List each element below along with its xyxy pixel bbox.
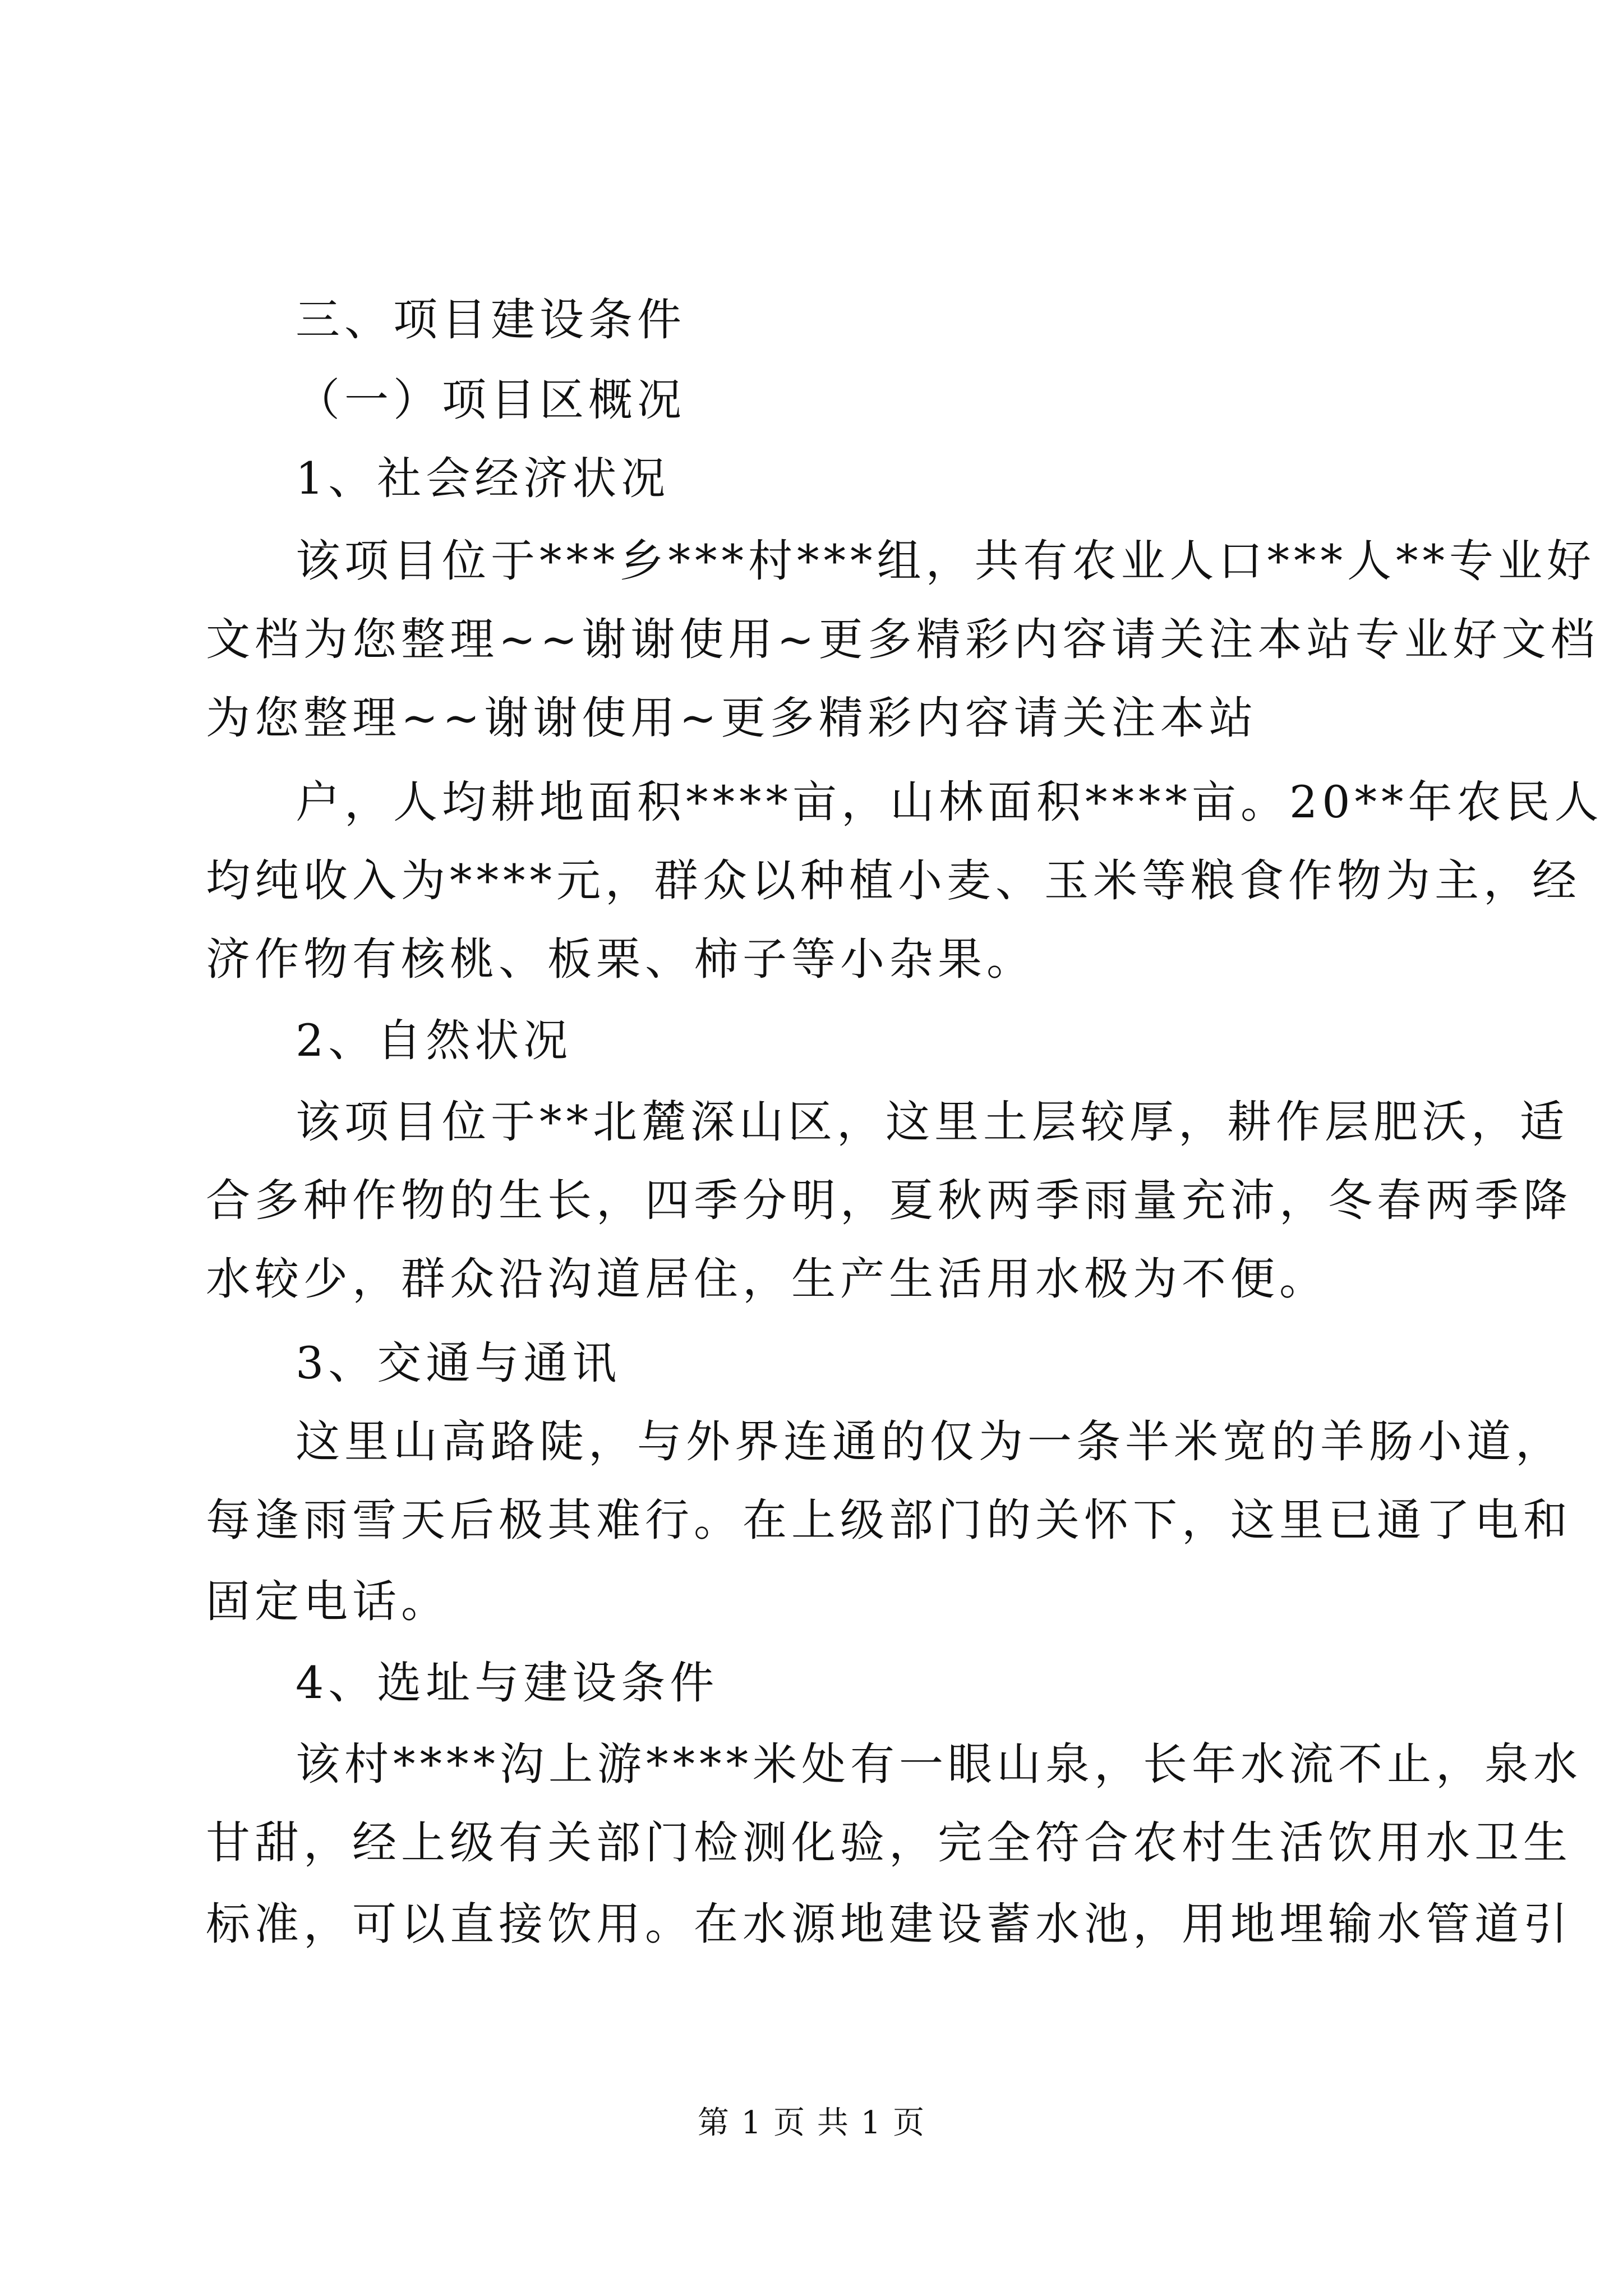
paragraph-line: 该项目位于***乡***村***组，共有农业人口***人**专业好 — [296, 535, 1596, 587]
paragraph-line: 济作物有核桃、板栗、柿子等小杂果。 — [206, 933, 1035, 985]
paragraph-line: 水较少，群众沿沟道居住，生产生活用水极为不便。 — [206, 1253, 1328, 1305]
item-heading-natural: 2、自然状况 — [296, 1015, 573, 1066]
paragraph-line: 该村****沟上游****米处有一眼山泉，长年水流不止，泉水 — [296, 1738, 1582, 1790]
paragraph-line: 合多种作物的生长，四季分明，夏秋两季雨量充沛，冬春两季降 — [206, 1175, 1572, 1226]
paragraph-line: 固定电话。 — [206, 1576, 450, 1627]
page-number-footer: 第 1 页 共 1 页 — [697, 2105, 926, 2141]
paragraph-line: 文档为您整理~~谢谢使用~更多精彩内容请关注本站专业好文档 — [206, 614, 1599, 665]
item-heading-site: 4、选址与建设条件 — [296, 1657, 719, 1709]
section-heading: 三、项目建设条件 — [296, 294, 686, 346]
paragraph-line: 甘甜，经上级有关部门检测化验，完全符合农村生活饮用水卫生 — [206, 1817, 1572, 1869]
paragraph-line: 这里山高路陡，与外界连通的仅为一条半米宽的羊肠小道， — [296, 1416, 1564, 1467]
item-heading-social-economy: 1、社会经济状况 — [296, 453, 670, 504]
paragraph-line: 户，人均耕地面积****亩，山林面积****亩。20**年农民人 — [296, 776, 1603, 828]
subsection-heading: （一）项目区概况 — [296, 374, 686, 426]
item-heading-traffic: 3、交通与通讯 — [296, 1337, 621, 1389]
paragraph-line: 每逢雨雪天后极其难行。在上级部门的关怀下，这里已通了电和 — [206, 1494, 1572, 1546]
paragraph-line: 该项目位于**北麓深山区，这里土层较厚，耕作层肥沃，适 — [296, 1096, 1569, 1148]
paragraph-line: 均纯收入为****元，群众以种植小麦、玉米等粮食作物为主，经 — [206, 855, 1581, 907]
paragraph-line: 标准，可以直接饮用。在水源地建设蓄水池，用地埋输水管道引 — [206, 1898, 1572, 1950]
paragraph-line: 为您整理~~谢谢使用~更多精彩内容请关注本站 — [206, 692, 1258, 744]
